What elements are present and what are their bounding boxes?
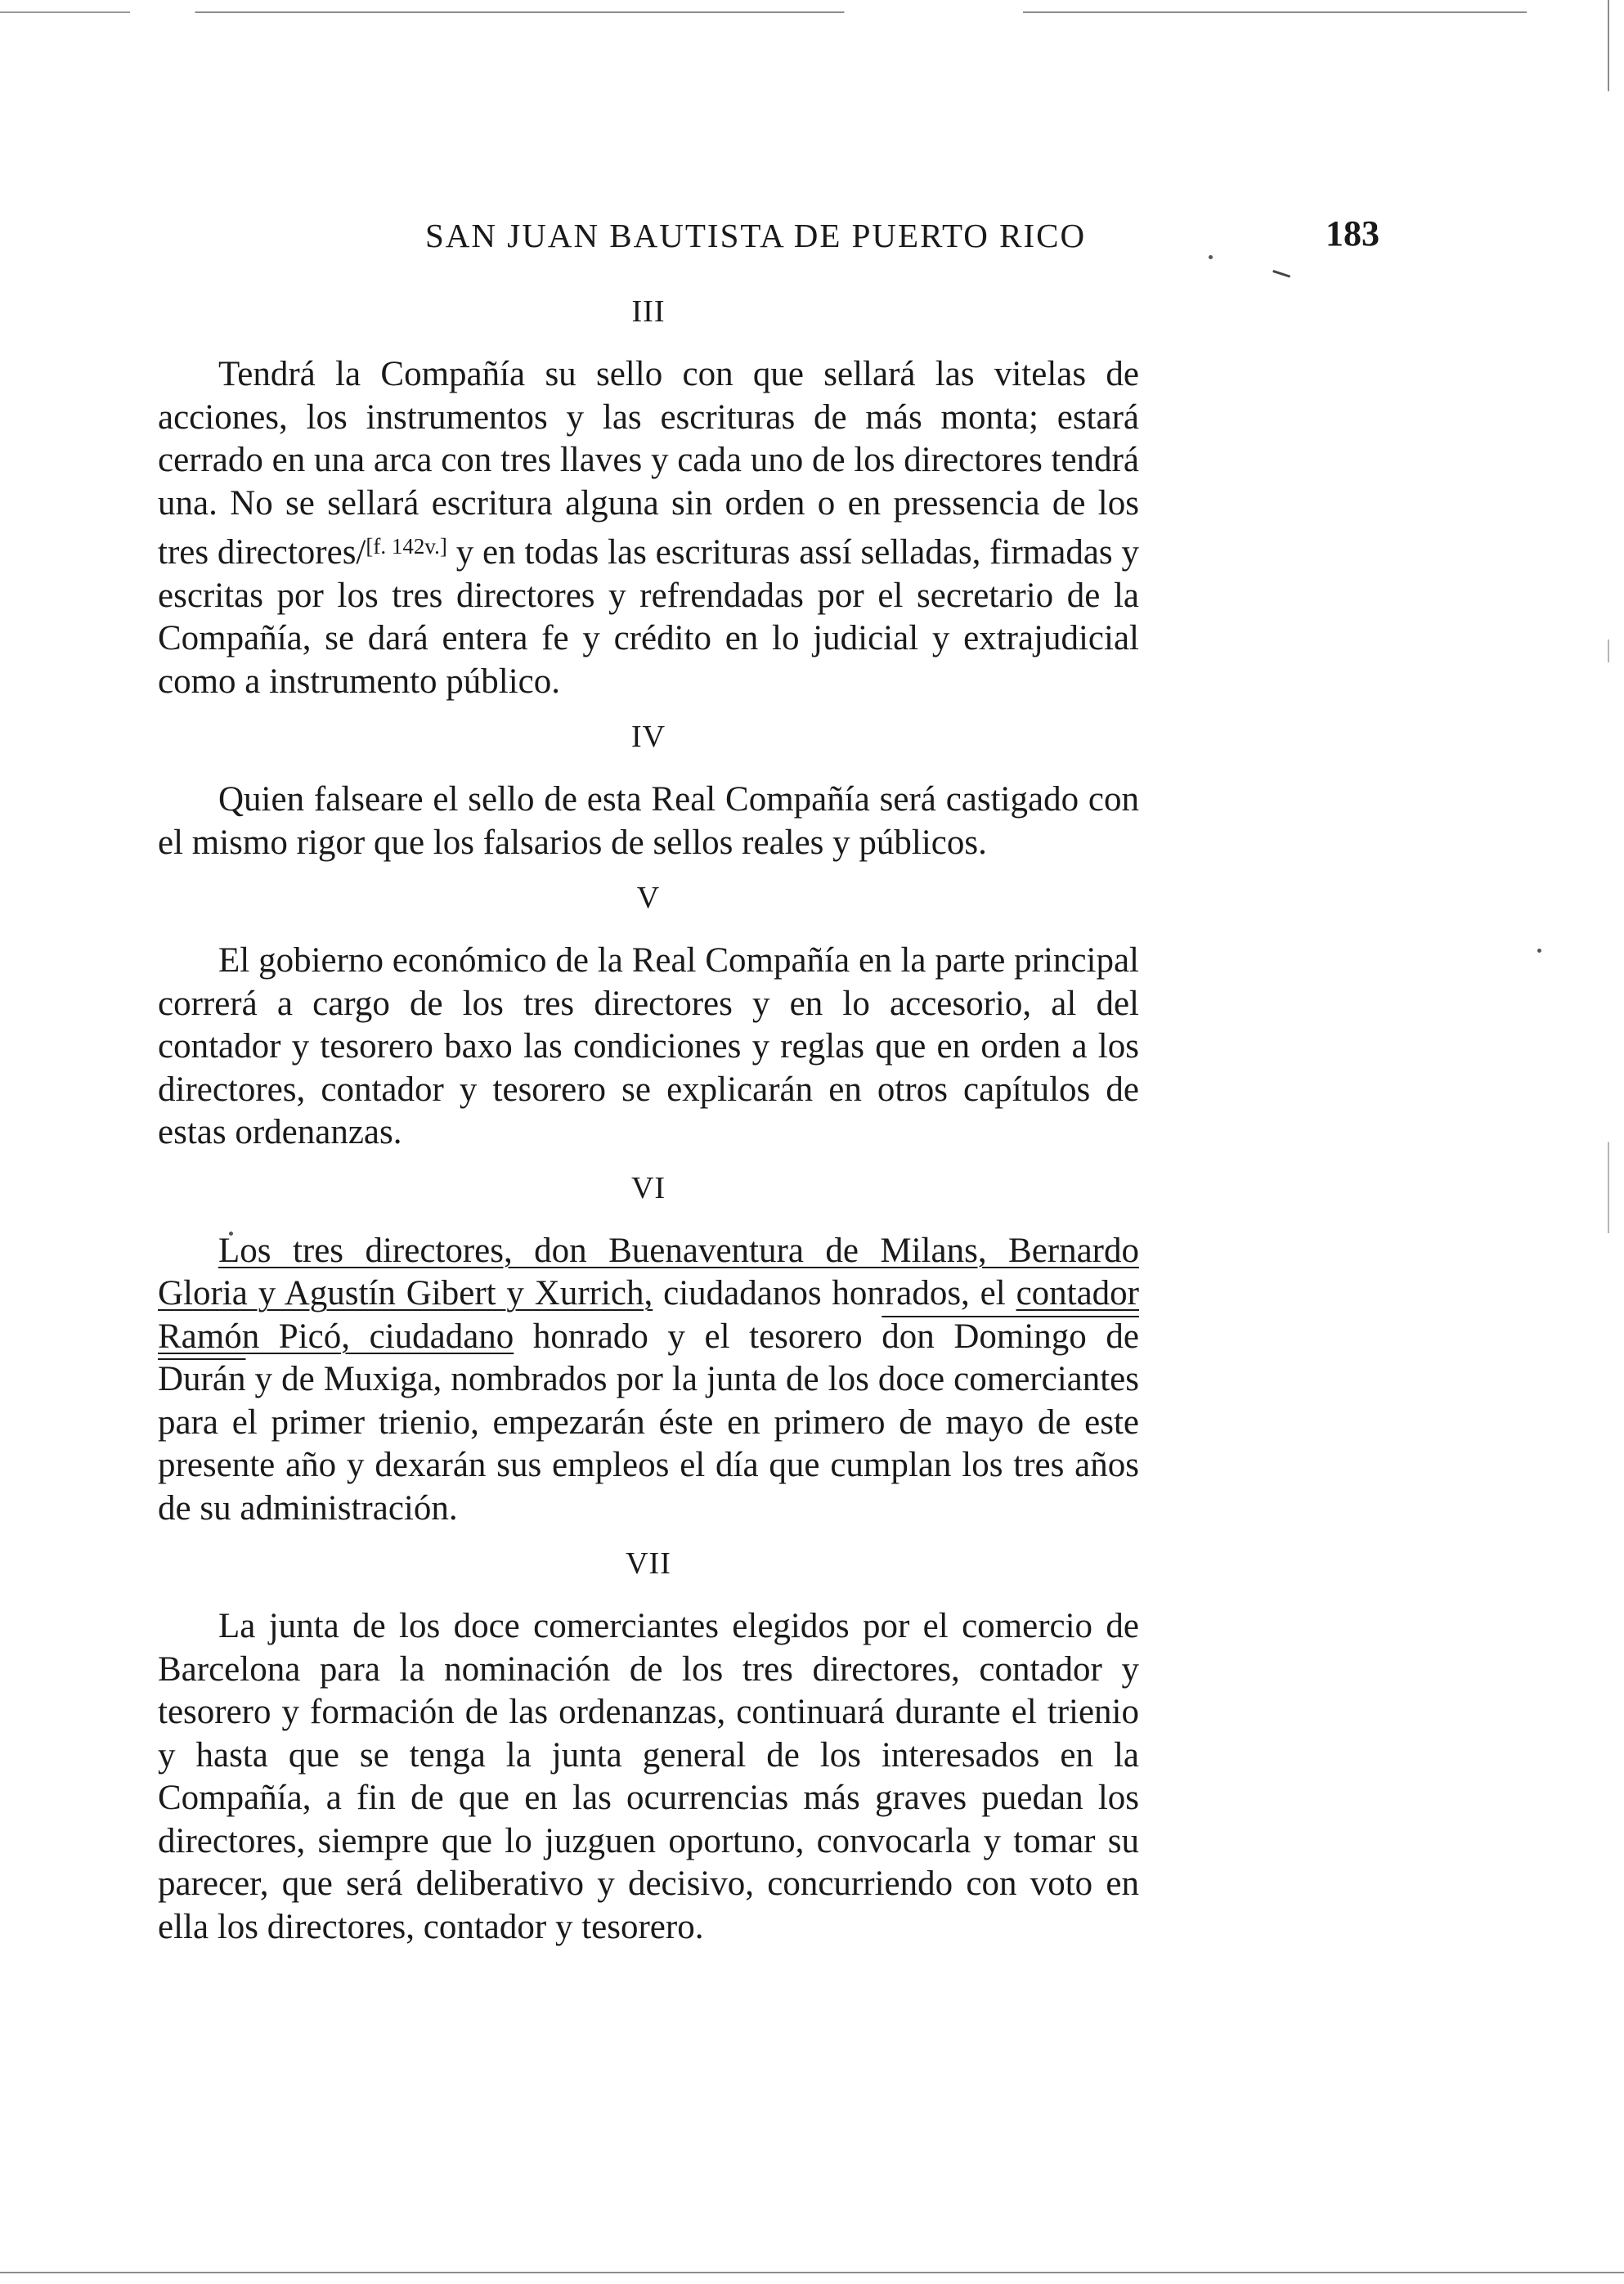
scan-edge-right	[1608, 0, 1609, 2284]
paragraph-text: Tendrá la Compañía su sello con que sellará las vitelas de acciones, los instrumentos y las escrituras de más monta; estará cerrado en una arca con tres llaves y cada uno de los directores tendrá una. No se sellará escritura alguna sin orden o en pressencia de los tres directores/	[158, 355, 1139, 572]
running-title: SAN JUAN BAUTISTA DE PUERTO RICO	[425, 217, 1087, 254]
section-paragraph-vi	[158, 1230, 1139, 1531]
section-heading-vi: VI	[630, 1170, 666, 1205]
paragraph-text: ciudadanos honrados, el	[653, 1274, 1016, 1313]
paragraph-text: y en todas las escrituras assí selladas, firmadas y escritas por los tres directores y refrendadas por el secretario de la Compañía, se dará entera fe y crédito en lo judicial y extrajudicial como a instrumento público.	[158, 533, 1139, 701]
section-heading-iii: III	[631, 294, 666, 329]
section-paragraph-vii: La junta de los doce comerciantes elegidos por el comercio de Barcelona para la nominación de los tres directores, contador y tesorero y formación de las ordenanzas, continuará durante el trienio y hasta que se tenga la junta general de los interesados en la Compañía, a fin de que en las ocurrencias más graves puedan los directores, siempre que lo juzguen oportuno, convocarla y tomar su parecer, que será deliberativo y decisivo, concurriendo con voto en ella los directores, contador y tesorero.	[158, 1607, 1139, 1946]
scan-speck	[1209, 255, 1213, 259]
section-heading-iv: IV	[630, 720, 666, 754]
scan-speck	[1537, 949, 1541, 953]
section-paragraph-v: El gobierno económico de la Real Compañía en la parte principal correrá a cargo de los tres directores y en lo accesorio, al del contador y tesorero baxo las condiciones y reglas que en orden a los directores, contador y tesorero se explicarán en otros capítulos de estas ordenanzas.	[158, 941, 1139, 1151]
paragraph-text: honrado y el tesorero	[514, 1317, 882, 1356]
paragraph-text: y de Muxiga, nombrados por la junta de los doce comerciantes para el primer trienio, empezarán éste en primero de mayo de este presente año y dexarán sus empleos el día que cumplan los tres años de su administración.	[158, 1360, 1139, 1528]
handwritten-underline-text: contador Ramón Picó, ciudadano	[158, 1274, 1139, 1356]
scan-edge-top	[0, 11, 1624, 13]
section-heading-v: V	[636, 881, 661, 915]
section-heading-vii: VII	[626, 1546, 671, 1581]
folio-reference: [f. 142v.]	[366, 534, 447, 559]
page-number: 183	[1326, 213, 1380, 254]
section-paragraph-iii	[158, 353, 1139, 703]
handwritten-underline-text: Los tres directores, don Buenaventura de Milans, Bernardo Gloria y Agustín Gibert y Xurrich,	[158, 1231, 1139, 1313]
section-paragraph-iv: Quien falseare el sello de esta Real Compañía será castigado con el mismo rigor que los falsarios de sellos reales y públicos.	[158, 780, 1139, 862]
handwritten-overline-text: don Domingo de Durán	[158, 1317, 1139, 1398]
pencil-mark	[1269, 270, 1290, 289]
scan-edge-bottom	[0, 2272, 1624, 2273]
page-body	[158, 288, 1139, 1963]
